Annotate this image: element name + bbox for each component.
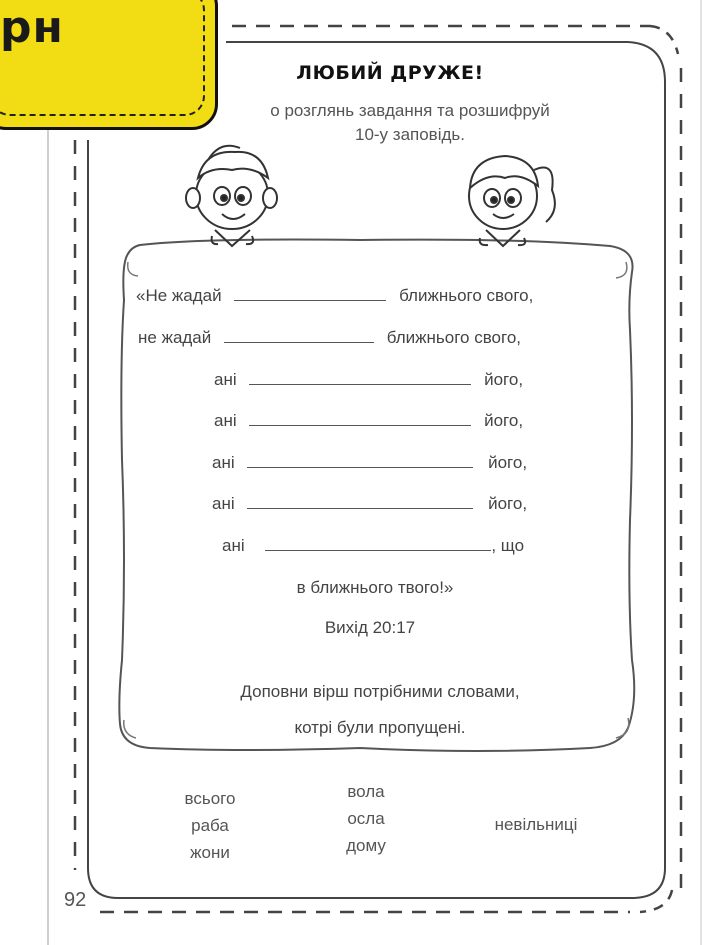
poem-line-start: ані xyxy=(212,453,235,472)
poem-line xyxy=(138,328,521,348)
poem-line-end: ближнього свого, xyxy=(386,328,521,347)
scripture-reference: Вихід 20:17 xyxy=(324,618,416,637)
instruction-line-2: котрі були пропущені. xyxy=(294,718,466,737)
poem-closing: в ближнього твого!» xyxy=(296,578,454,597)
word-bank-word: всього xyxy=(184,789,236,808)
word-bank-word: осла xyxy=(347,809,385,828)
section-tab-label: рн xyxy=(0,2,64,53)
poem-line xyxy=(212,453,527,473)
poem-line-start: ані xyxy=(214,411,237,430)
answer-blank[interactable] xyxy=(247,494,473,509)
page-title: ЛЮБИЙ ДРУЖЕ! xyxy=(296,62,484,84)
page-number: 92 xyxy=(64,889,87,911)
answer-blank[interactable] xyxy=(247,453,473,468)
poem-line-start: не жадай xyxy=(138,328,212,347)
word-bank-word: дому xyxy=(346,836,386,855)
poem-line-end: ближнього свого, xyxy=(399,286,534,305)
word-bank-word: раба xyxy=(191,816,229,835)
poem-line-end: , що xyxy=(491,536,525,555)
intro-line-2: 10-у заповідь. xyxy=(354,125,465,144)
intro-line-1: о розглянь завдання та розшифруй xyxy=(270,101,550,120)
word-bank-word: жони xyxy=(190,843,230,862)
answer-blank[interactable] xyxy=(249,411,471,426)
poem-line-end: його, xyxy=(488,453,528,472)
poem-line-start: «Не жадай xyxy=(136,286,222,305)
word-bank-word: вола xyxy=(347,782,385,801)
answer-blank[interactable] xyxy=(224,328,374,343)
poem-line-end: його, xyxy=(484,411,524,430)
boy-illustration xyxy=(186,146,277,246)
girl-illustration xyxy=(469,156,555,246)
poem-line-end: його, xyxy=(484,370,524,389)
word-bank-word: невільниці xyxy=(494,815,578,834)
word-bank-column-2 xyxy=(316,778,416,859)
poem-line xyxy=(136,286,533,306)
intro-text xyxy=(170,99,650,147)
poem-line-end: його, xyxy=(488,494,528,513)
answer-blank[interactable] xyxy=(265,536,491,551)
poem-line-start: ані xyxy=(214,370,237,389)
poem-line xyxy=(222,536,524,556)
poem-line-start: ані xyxy=(212,494,235,513)
answer-blank[interactable] xyxy=(234,286,386,301)
poem-line xyxy=(214,411,523,431)
poem-line xyxy=(214,370,523,390)
poem-line-start: ані xyxy=(222,536,245,555)
poem-line xyxy=(212,494,527,514)
word-bank-column-3 xyxy=(466,811,606,838)
answer-blank[interactable] xyxy=(249,370,471,385)
word-bank-column-1 xyxy=(160,785,260,866)
instruction-line-1: Доповни вірш потрібними словами, xyxy=(240,682,520,701)
